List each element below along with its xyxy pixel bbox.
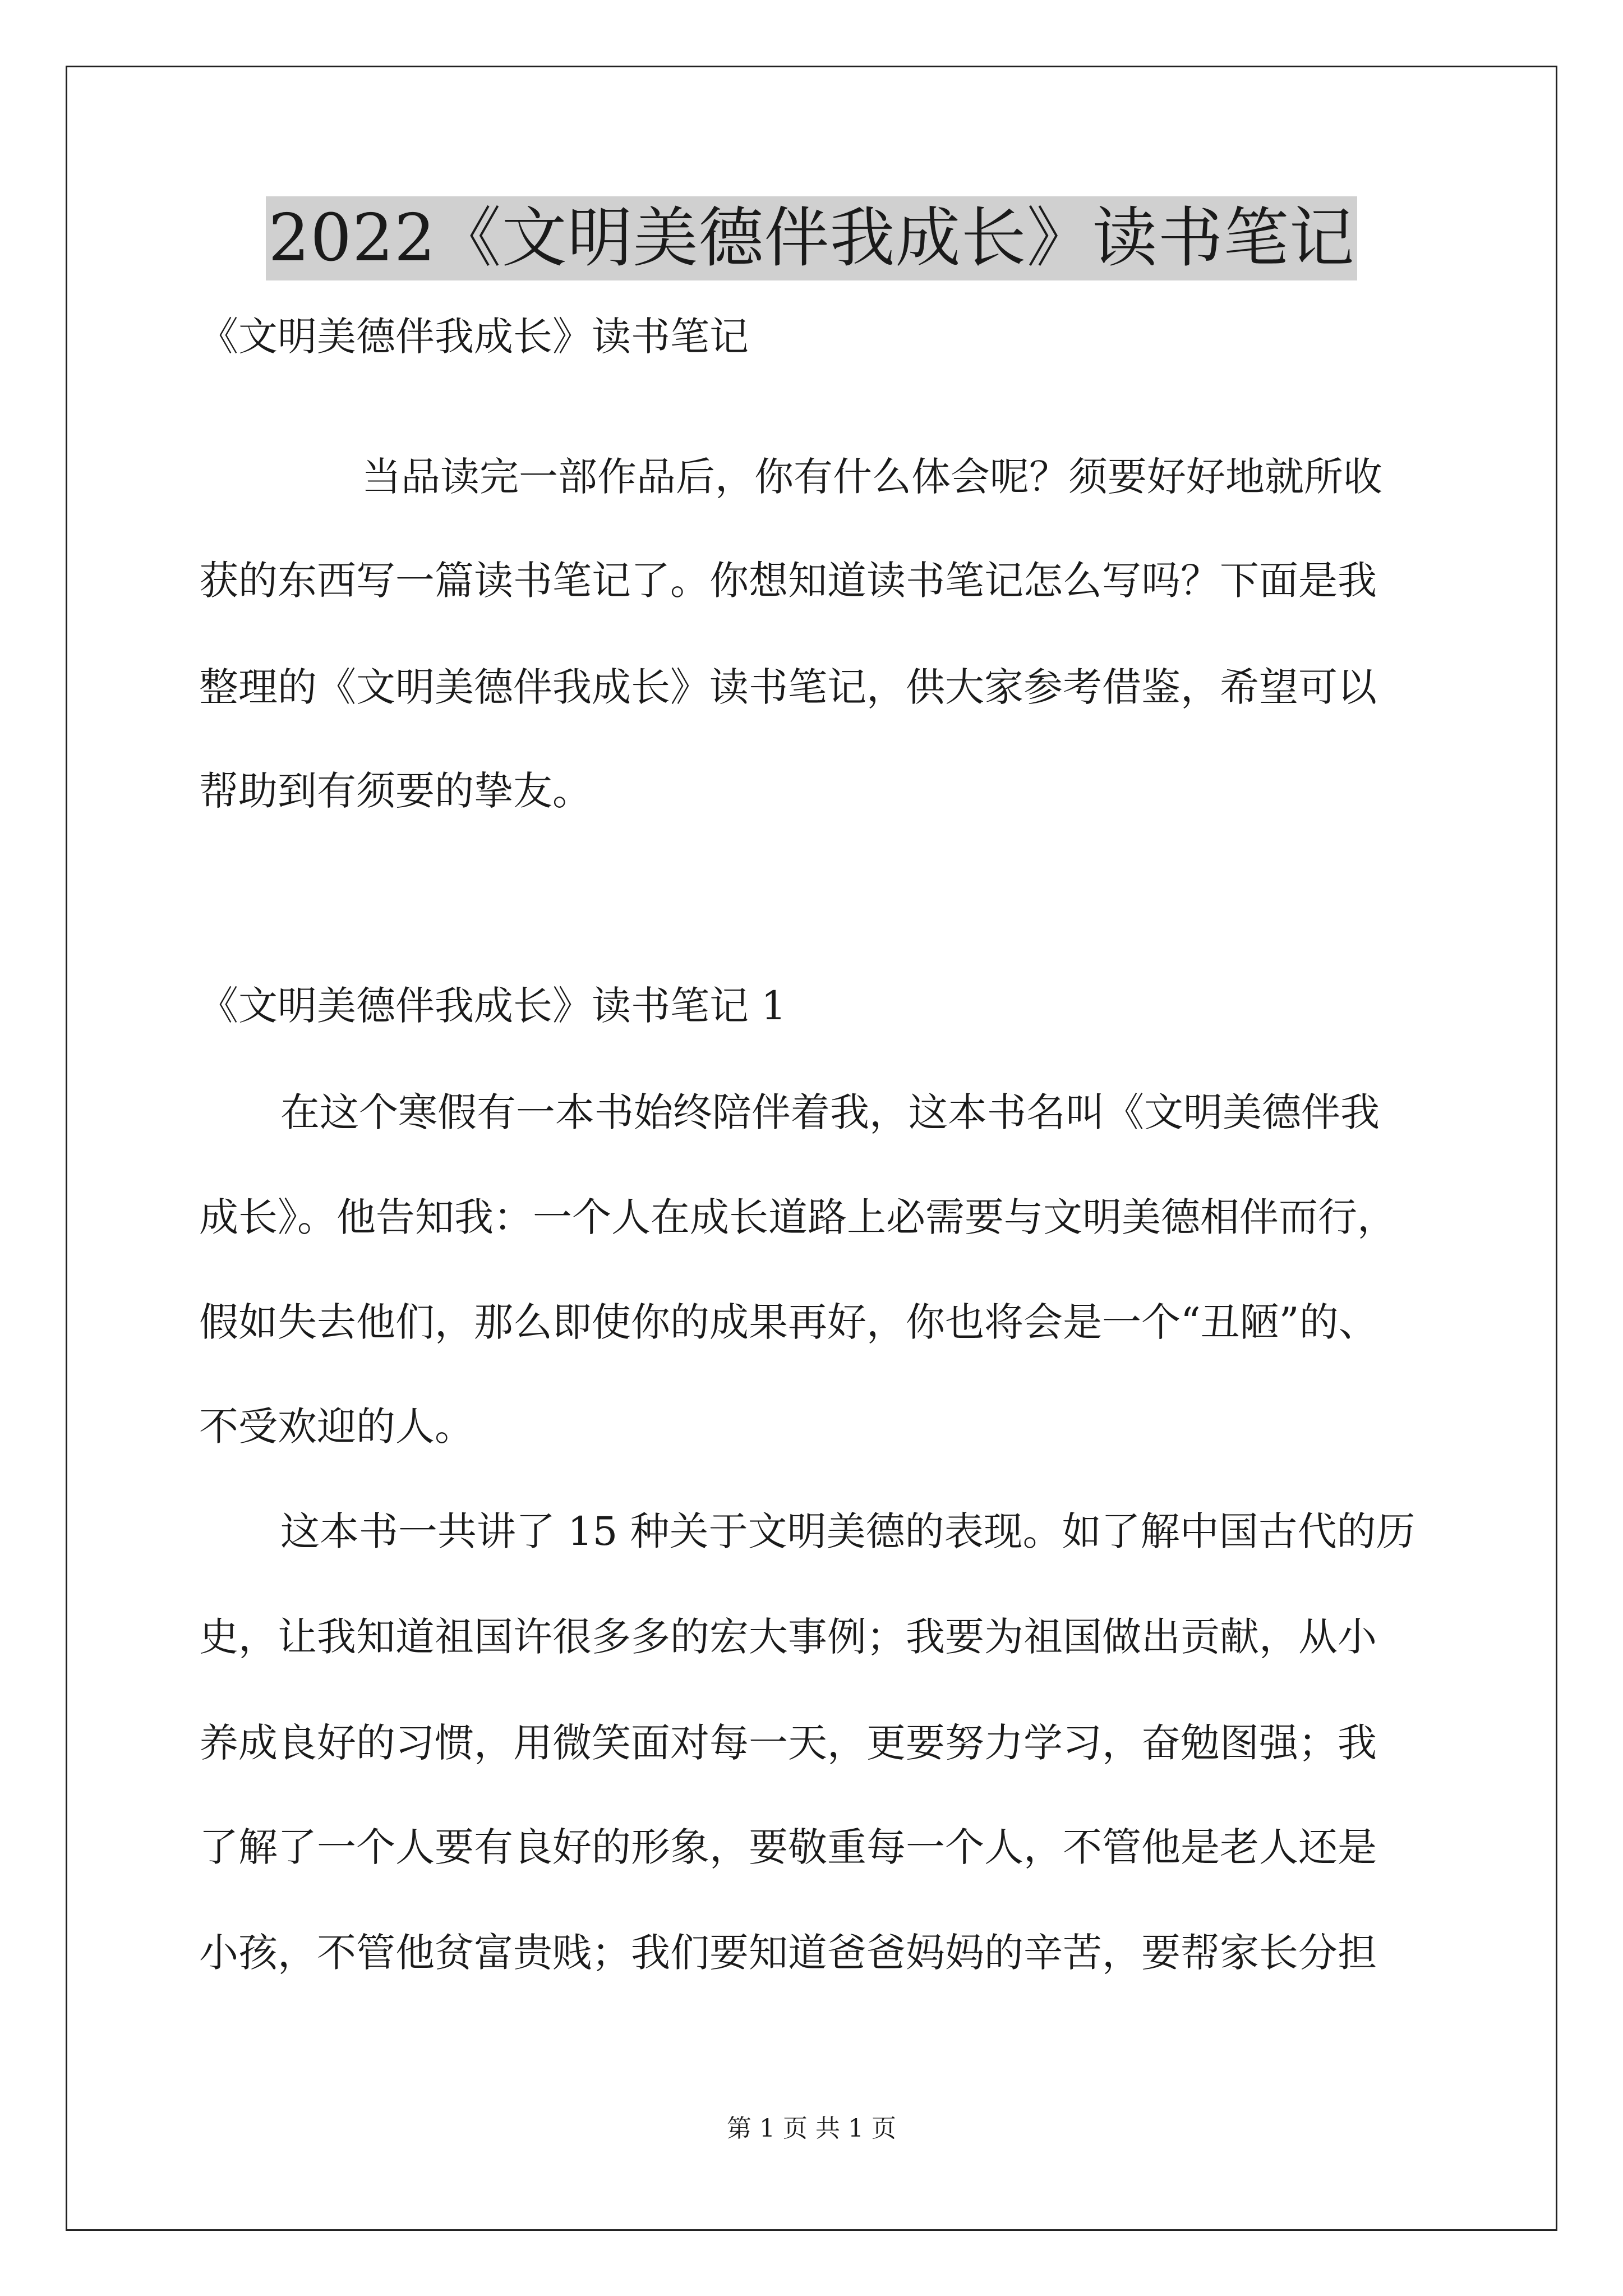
page-number: 第 1 页 共 1 页 [727,2114,896,2143]
page-border [66,66,1557,2231]
paragraph-line: 了解了一个人要有良好的形象，要敬重每一个人，不管他是老人还是 [199,1824,1377,1870]
title-container [0,196,1623,280]
intro-line: 帮助到有须要的挚友。 [199,768,592,814]
paragraph-line: 不受欢迎的人。 [199,1404,474,1450]
document-title: 2022《文明美德伴我成长》读书笔记 [266,196,1357,280]
paragraph-line: 小孩，不管他贫富贵贱；我们要知道爸爸妈妈的辛苦，要帮家长分担 [199,1930,1377,1976]
intro-line: 当品读完一部作品后，你有什么体会呢？须要好好地就所收 [362,454,1382,500]
paragraph-line: 成长》。他告知我：一个人在成长道路上必需要与文明美德相伴而行， [199,1194,1396,1240]
paragraph-line: 在这个寒假有一本书始终陪伴着我，这本书名叫《文明美德伴我 [280,1089,1380,1135]
section-heading: 《文明美德伴我成长》读书笔记 1 [199,983,786,1029]
paragraph-line: 养成良好的习惯，用微笑面对每一天，更要努力学习，奋勉图强；我 [199,1720,1377,1766]
paragraph-line: 假如失去他们，那么即使你的成果再好，你也将会是一个“丑陋”的、 [199,1299,1378,1345]
intro-line: 整理的《文明美德伴我成长》读书笔记，供大家参考借鉴，希望可以 [199,664,1377,710]
paragraph-line: 史，让我知道祖国许很多多的宏大事例；我要为祖国做出贡献，从小 [199,1614,1377,1660]
paragraph-line: 这本书一共讲了 15 种关于文明美德的表现。如了解中国古代的历 [280,1508,1415,1554]
page-footer [0,2112,1623,2146]
intro-line: 获的东西写一篇读书笔记了。你想知道读书笔记怎么写吗？下面是我 [199,558,1377,604]
subtitle: 《文明美德伴我成长》读书笔记 [199,314,749,360]
